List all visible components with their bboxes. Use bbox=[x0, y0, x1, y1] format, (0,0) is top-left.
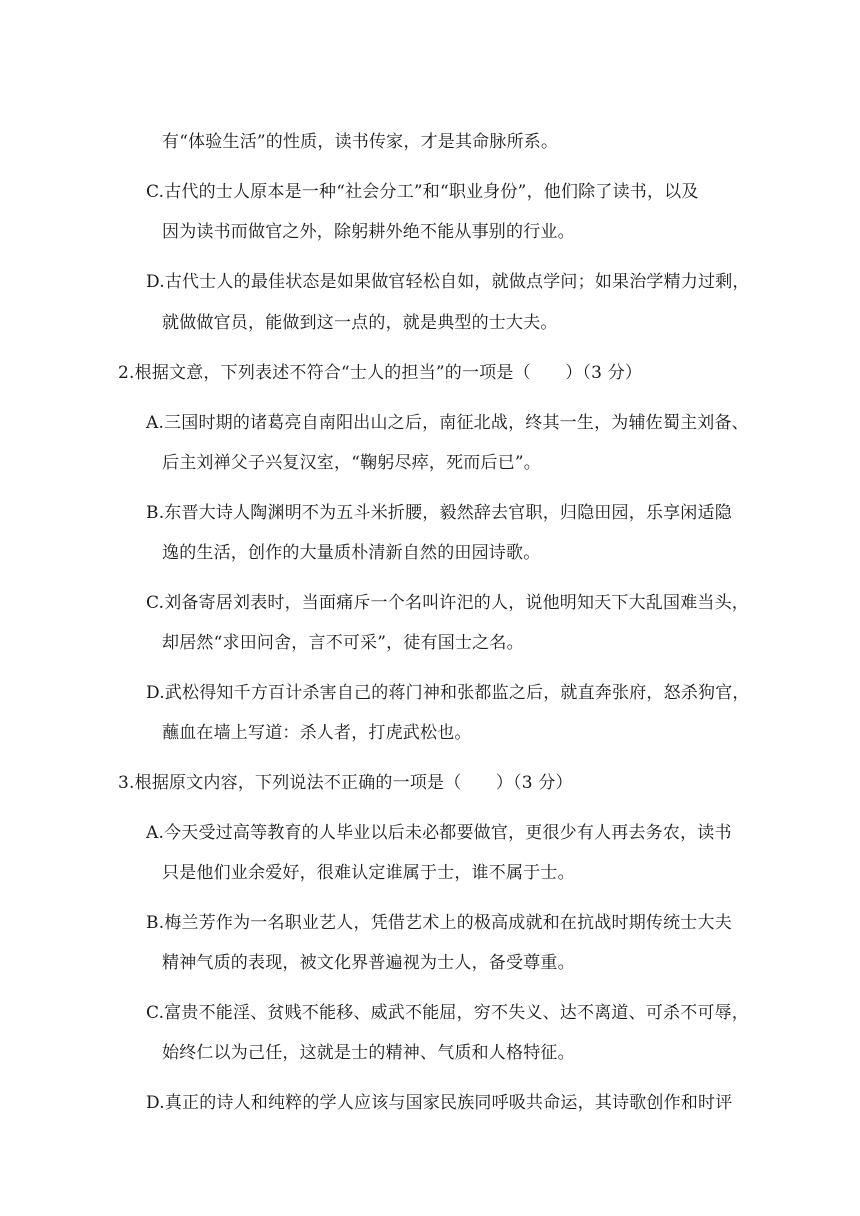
question-2-option-c: C.刘备寄居刘表时，当面痛斥一个名叫许汜的人，说他明知天下大乱国难当头， bbox=[146, 593, 750, 613]
option-b-continuation: 有“体验生活”的性质，读书传家，才是其命脉所系。 bbox=[162, 132, 559, 152]
question-2-option-b-continuation: 逸的生活，创作的大量质朴清新自然的田园诗歌。 bbox=[162, 543, 541, 563]
question-3-option-b-continuation: 精神气质的表现，被文化界普遍视为士人，备受尊重。 bbox=[162, 953, 575, 973]
question-2-option-d-continuation: 蘸血在墙上写道：杀人者，打虎武松也。 bbox=[162, 723, 472, 743]
question-3-option-c: C.富贵不能淫、贫贱不能移、威武不能屈，穷不失义、达不离道、可杀不可辱， bbox=[146, 1003, 750, 1023]
question-2-option-d: D.武松得知千方百计杀害自己的蒋门神和张都监之后，就直奔张府，怒杀狗官， bbox=[146, 683, 750, 703]
question-2-option-a-continuation: 后主刘禅父子兴复汉室，“鞠躬尽瘁，死而后已”。 bbox=[162, 453, 541, 473]
question-2-option-b: B.东晋大诗人陶渊明不为五斗米折腰，毅然辞去官职，归隐田园，乐享闲适隐 bbox=[146, 503, 732, 523]
question-3-option-b: B.梅兰芳作为一名职业艺人，凭借艺术上的极高成就和在抗战时期传统士大夫 bbox=[146, 913, 732, 933]
question-3-option-a: A.今天受过高等教育的人毕业以后未必都要做官，更很少有人再去务农，读书 bbox=[146, 823, 732, 843]
question-2-option-a: A.三国时期的诸葛亮自南阳出山之后，南征北战，终其一生，为辅佐蜀主刘备、 bbox=[146, 413, 749, 433]
question-2-option-c-continuation: 却居然“求田问舍，言不可采”，徒有国士之名。 bbox=[162, 633, 524, 653]
option-c-text: C.古代的士人原本是一种“社会分工”和“职业身份”，他们除了读书，以及 bbox=[146, 182, 699, 202]
question-3-option-a-continuation: 只是他们业余爱好，很难认定谁属于士，谁不属于士。 bbox=[162, 863, 575, 883]
option-c-continuation: 因为读书而做官之外，除躬耕外绝不能从事别的行业。 bbox=[162, 222, 575, 242]
question-2-stem: 2.根据文意，下列表述不符合“士人的担当”的一项是（ ）（3 分） bbox=[118, 363, 643, 383]
option-d-text: D.古代士人的最佳状态是如果做官轻松自如，就做点学问；如果治学精力过剩， bbox=[146, 272, 750, 292]
option-d-continuation: 就做做官员，能做到这一点的，就是典型的士大夫。 bbox=[162, 313, 558, 333]
question-3-option-d: D.真正的诗人和纯粹的学人应该与国家民族同呼吸共命运，其诗歌创作和时评 bbox=[146, 1093, 733, 1113]
question-3-option-c-continuation: 始终仁以为己任，这就是士的精神、气质和人格特征。 bbox=[162, 1043, 575, 1063]
question-3-stem: 3.根据原文内容，下列说法不正确的一项是（ ）（3 分） bbox=[118, 773, 573, 793]
